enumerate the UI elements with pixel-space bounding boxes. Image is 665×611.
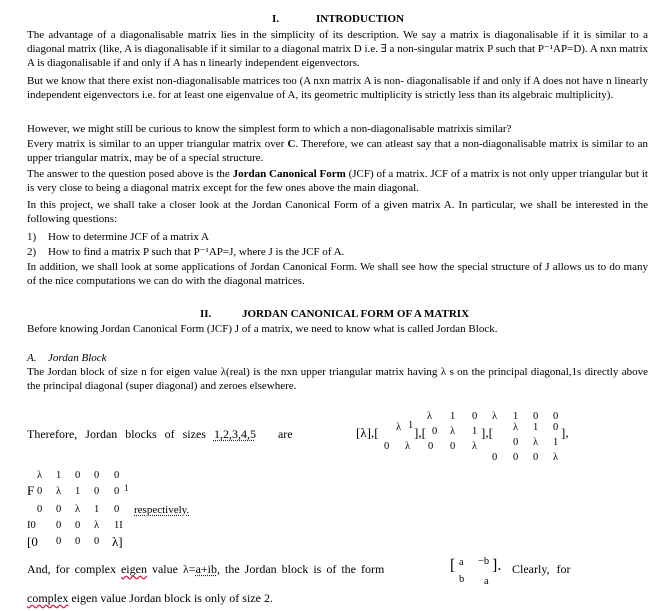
matrix-cell: 0 <box>114 470 120 481</box>
matrix-bracket: [λ],[ <box>356 425 379 440</box>
matrix-bracket: ],[ <box>414 425 426 440</box>
matrix-cell: 0 <box>94 536 100 547</box>
complex-sentence: And, for complex eigen value λ=a+ib, the Jordan block is of the form <box>27 562 385 576</box>
matrix-cell: 0 <box>432 426 438 437</box>
clearly-text: Clearly, for <box>512 562 571 576</box>
matrix-cell: 0 <box>75 470 81 481</box>
matrix-cell: λ <box>472 441 478 452</box>
respectively-text: respectively. <box>134 504 190 516</box>
matrix-cell: 0 <box>56 536 62 547</box>
matrix-cell: 0 <box>37 504 43 515</box>
subsection-number: A. <box>27 352 37 364</box>
matrix-cell: 0 <box>75 536 81 547</box>
matrix-cell: 0 <box>428 441 434 452</box>
matrix-cell: 1 <box>94 504 100 515</box>
matrix-cell: 0 <box>75 520 81 531</box>
matrix-cell: 0 <box>114 504 120 515</box>
matrix-cell: 1 <box>408 420 414 431</box>
matrix-cell: 1 <box>513 411 519 422</box>
matrix-cell: −b <box>478 556 490 567</box>
paragraph: In addition, we shall look at some applications of Jordan Canonical Form. We shall see how the special structure of J allows us to do many of the nice computations we can do with the diagonal matrices. <box>27 261 648 288</box>
matrix-cell: λ <box>492 411 498 422</box>
matrix-cell: λ <box>37 470 43 481</box>
jordan-sizes-sentence: Therefore, Jordan blocks of sizes 1,2,3,4,5 are <box>27 427 293 441</box>
matrix-cell: 0 <box>114 486 120 497</box>
matrix-cell: λ <box>533 437 539 448</box>
matrix-bracket: [0 <box>27 534 38 549</box>
subsection-title: Jordan Block <box>48 352 107 364</box>
last-sentence: complex eigen value Jordan block is only of size 2. <box>27 591 273 605</box>
paragraph: However, we might still be curious to know the simplest form to which a non-diagonalisable matrixis similar? <box>27 123 512 135</box>
paragraph: But we know that there exist non-diagonalisable matrices too (A nxn matrix A is non- diagonalisable if and only if A does not have n linearly independent eigenvectors i.e. for at least one eigenvalue of A, its geometric multiplicity is strictly less than its algebraic multiplicity). <box>27 75 648 102</box>
paragraph: The Jordan block of size n for eigen value λ(real) is the nxn upper triangular matrix having λ s on the principal diagonal,1s directly above the principal diagonal (super diagonal) and zeroes elsewhere. <box>27 366 648 393</box>
matrix-cell: 0 <box>450 441 456 452</box>
matrix-cell: 0 <box>56 520 62 531</box>
matrix-cell: λ <box>513 422 519 433</box>
matrix-bracket: ]. <box>492 557 502 574</box>
matrix-cell: λ <box>450 426 456 437</box>
matrix-bracket: [ <box>450 557 456 574</box>
list-item-number: 2) <box>27 246 37 258</box>
section-title: JORDAN CANONICAL FORM OF A MATRIX <box>242 308 470 320</box>
matrix-bracket: λ] <box>112 534 123 549</box>
matrix-cell: 0 <box>533 452 539 463</box>
matrix-cell: λ <box>56 486 62 497</box>
matrix-cell: 0 <box>94 470 100 481</box>
matrix-cell: 0 <box>384 441 390 452</box>
matrix-cell: 1 <box>124 483 129 493</box>
matrix-cell: 0 <box>513 437 519 448</box>
paragraph: Every matrix is similar to an upper triangular matrix over C. Therefore, we can atleast say that a non-diagonalisable matrix is similar to an upper triangular matrix, may be of a special structure. <box>27 138 648 165</box>
paragraph: In this project, we shall take a closer look at the Jordan Canonical Form of a given matrix A. In particular, we shall be interested in the following questions: <box>27 199 648 226</box>
matrix-cell: λ <box>553 452 559 463</box>
matrix-cell: 0 <box>37 486 43 497</box>
matrix-cell: 0 <box>94 486 100 497</box>
matrix-cell: 0 <box>472 411 478 422</box>
list-item: How to determine JCF of a matrix A <box>48 231 210 243</box>
matrix-cell: 0 <box>553 411 559 422</box>
matrix-cell: 0 <box>492 452 498 463</box>
list-item-number: 1) <box>27 231 37 243</box>
section-number: II. <box>200 308 212 320</box>
section-number: I. <box>272 13 280 25</box>
paragraph: The advantage of a diagonalisable matrix lies in the simplicity of its description. We say a matrix is diagonalisable if it is similar to a diagonal matrix (like, A is diagonalisable if it similar to a diagonal matrix D i.e. ∃ a non-singular matrix P such that P⁻¹AP=D). A nxn matrix A is diagonalisable if and only if A has n linearly independent eigenvectors. <box>27 29 648 70</box>
list-item: How to find a matrix P such that P⁻¹AP=J, where J is the JCF of A. <box>48 246 345 258</box>
matrix-cell: 0 <box>56 504 62 515</box>
matrix-cell: 1 <box>450 411 456 422</box>
matrix-cell: 1 <box>533 422 539 433</box>
matrix-cell: λ <box>396 422 402 433</box>
matrix-cell: λ <box>427 411 433 422</box>
matrix-bracket: ], <box>561 425 569 440</box>
paragraph: The answer to the question posed above is the Jordan Canonical Form (JCF) of a matrix. JCF of a matrix is not only upper triangular but it is very close to being a diagonal matrix except for the few ones above the main diagonal. <box>27 168 648 195</box>
matrix-bracket: ],[ <box>481 425 493 440</box>
matrix-cell: λ <box>94 520 100 531</box>
paragraph: Before knowing Jordan Canonical Form (JCF) J of a matrix, we need to know what is called Jordan Block. <box>27 323 498 335</box>
matrix-cell: 1 <box>75 486 81 497</box>
matrix-cell: λ <box>75 504 81 515</box>
matrix-cell: a <box>484 576 489 587</box>
matrix-cell: 1I <box>114 520 123 531</box>
matrix-cell: 0 <box>553 422 559 433</box>
matrix-cell: λ <box>405 441 411 452</box>
matrix-cell: 1 <box>553 437 559 448</box>
section-title: INTRODUCTION <box>316 13 405 25</box>
matrix-cell: b <box>459 574 465 585</box>
matrix-cell: 0 <box>533 411 539 422</box>
matrix-cell: 0 <box>513 452 519 463</box>
matrix-bracket: I0 <box>27 520 36 531</box>
matrix-cell: 1 <box>56 470 62 481</box>
matrix-cell: a <box>459 557 464 568</box>
matrix-bracket: F <box>27 483 35 498</box>
matrix-cell: 1 <box>472 426 478 437</box>
